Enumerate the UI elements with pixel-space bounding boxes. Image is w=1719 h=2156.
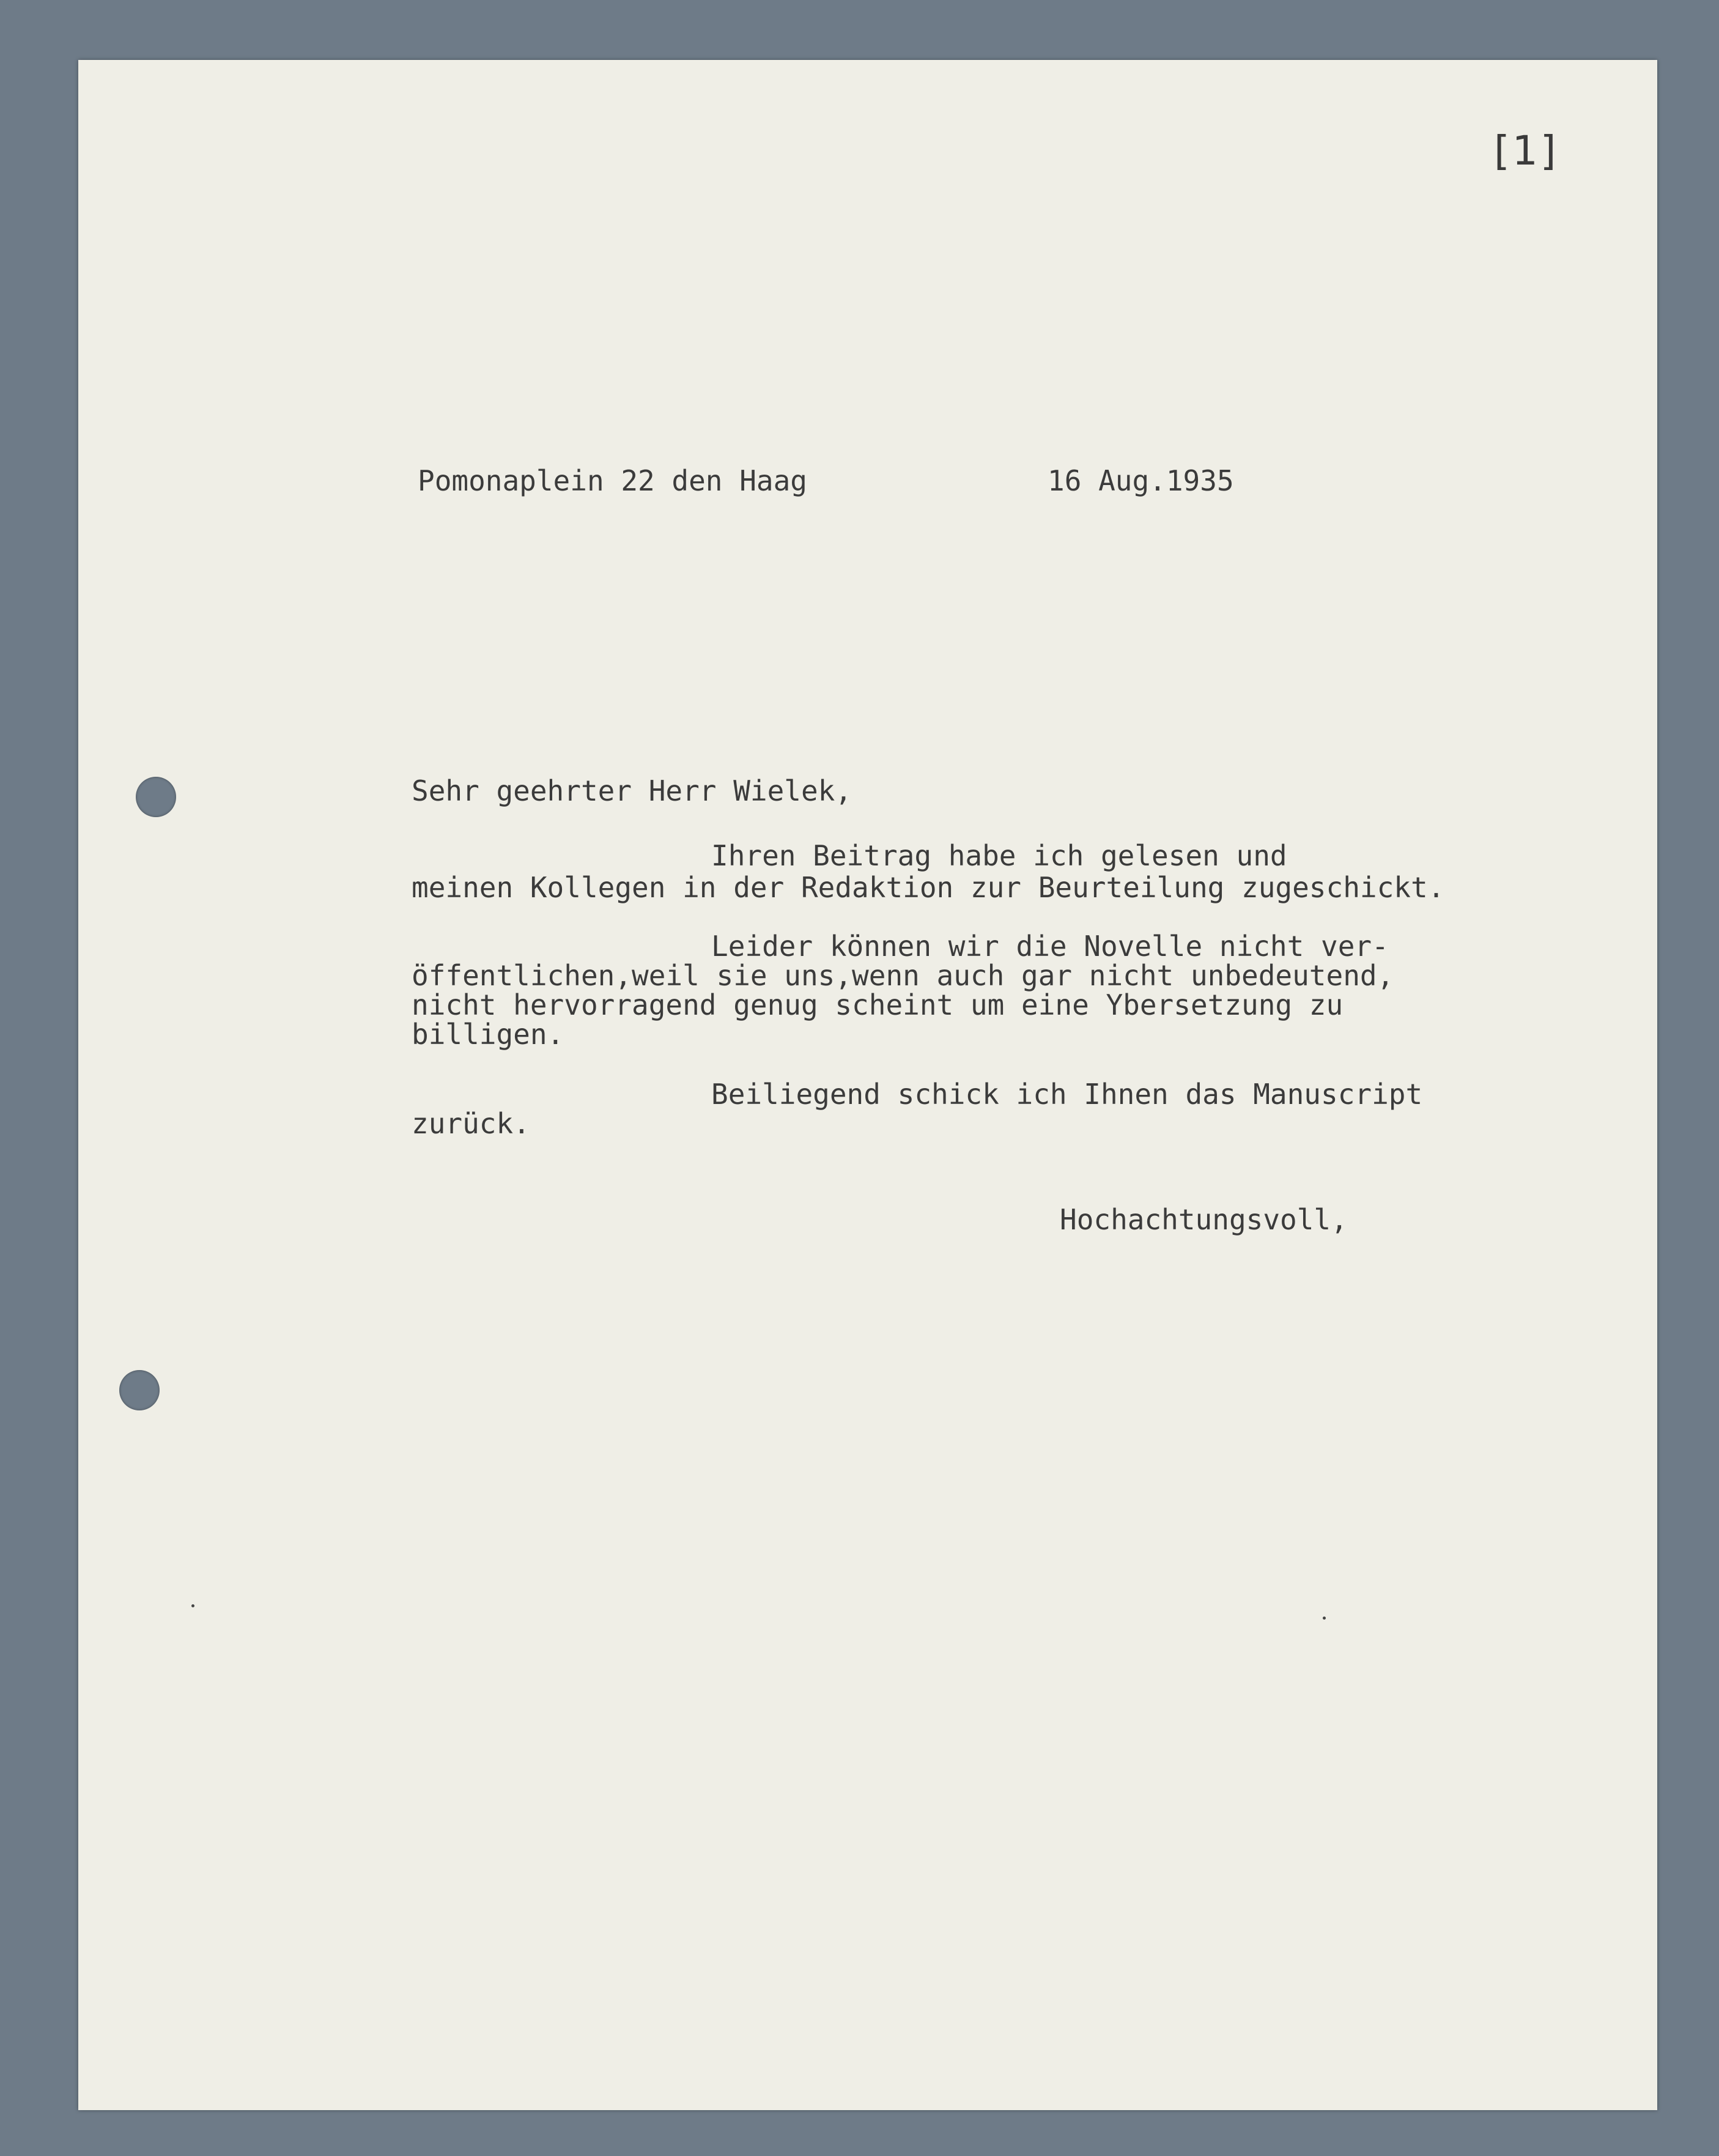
paragraph-1-line-1: Ihren Beitrag habe ich gelesen und [711,839,1287,872]
archive-mark: [1] [1494,127,1559,174]
paper-speck [191,1604,194,1607]
paragraph-3-line-1: Beiliegend schick ich Ihnen das Manuscript [711,1078,1423,1111]
letter-date: 16 Aug.1935 [1048,464,1234,497]
paragraph-3-line-2: zurück. [412,1107,530,1140]
punch-hole-top [136,777,176,817]
paragraph-2-line-3: nicht hervorragend genug scheint um eine Ybersetzung zu [412,988,1344,1021]
paragraph-2-line-1: Leider können wir die Novelle nicht ver- [711,930,1389,963]
salutation: Sehr geehrter Herr Wielek, [412,774,852,807]
punch-hole-bottom [119,1370,160,1410]
paragraph-1-line-2: meinen Kollegen in der Redaktion zur Beurteilung zugeschickt. [412,871,1445,904]
letter-page [78,60,1657,2110]
closing: Hochachtungsvoll, [1060,1203,1348,1236]
sender-address: Pomonaplein 22 den Haag [418,464,807,497]
paper-speck [1323,1617,1326,1620]
paragraph-2-line-4: billigen. [412,1018,564,1051]
paragraph-2-line-2: öffentlichen,weil sie uns,wenn auch gar nicht unbedeutend, [412,959,1394,992]
